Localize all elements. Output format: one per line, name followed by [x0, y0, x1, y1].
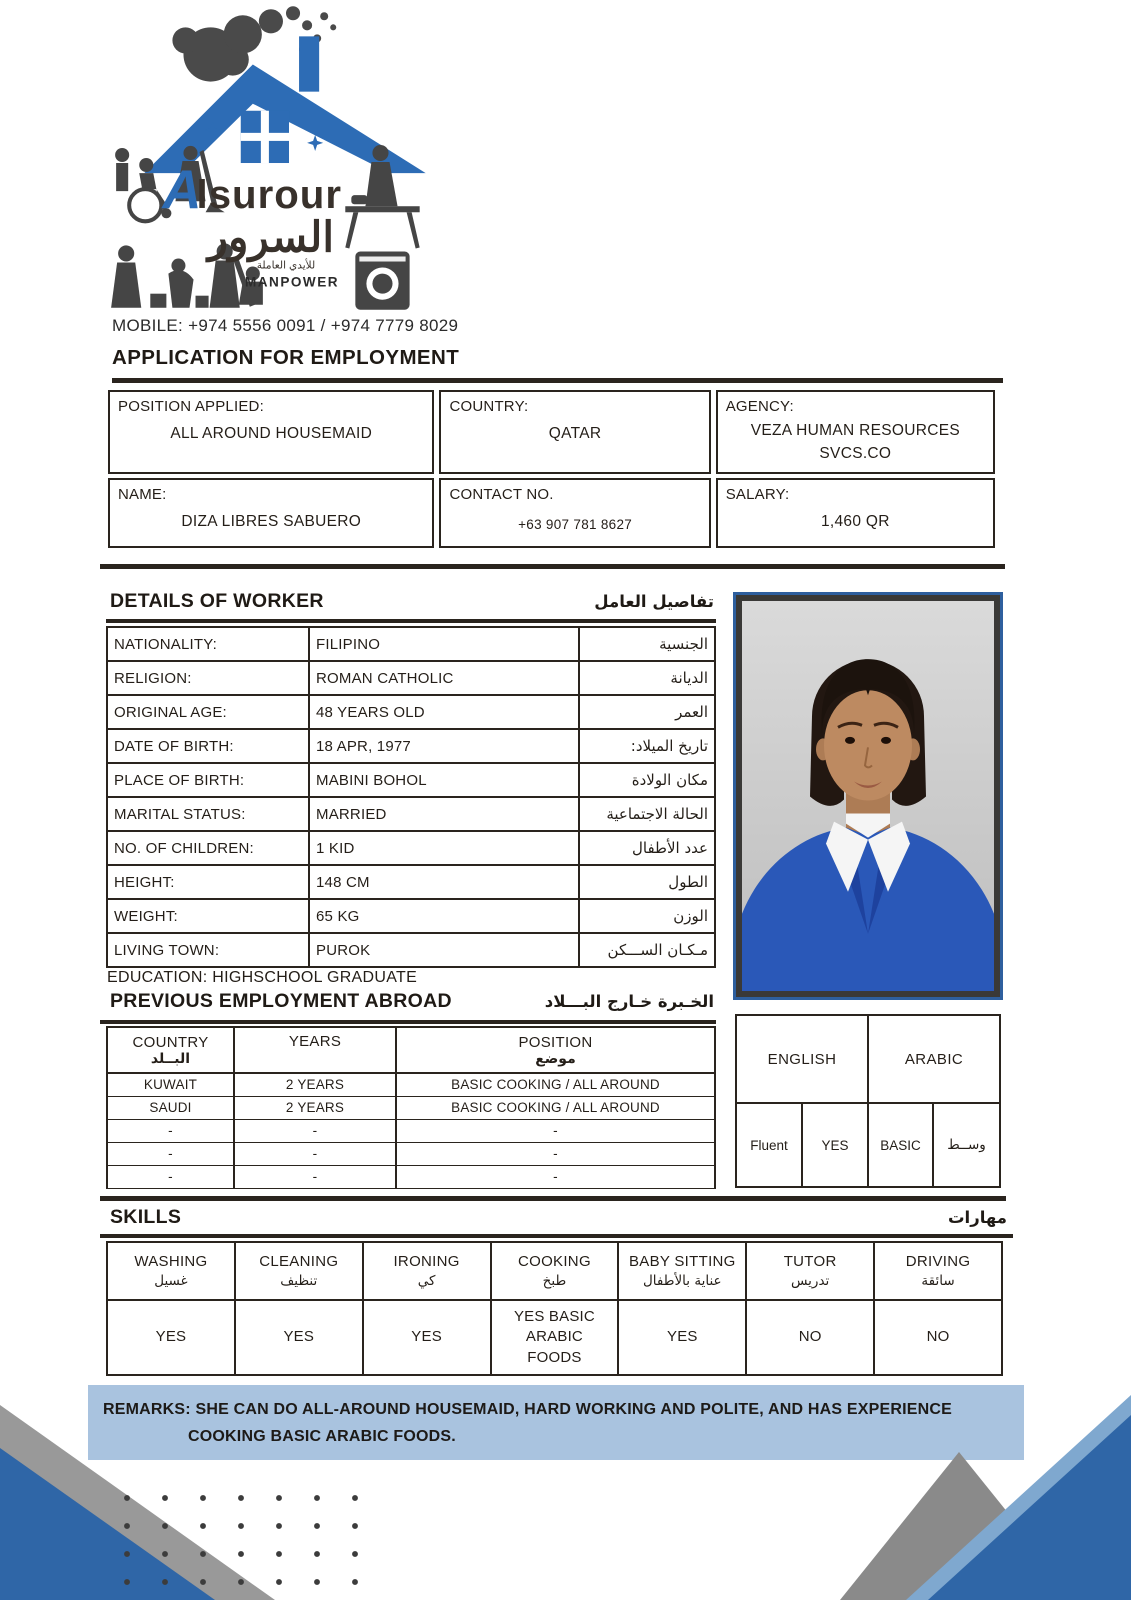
- skills-title: SKILLS: [110, 1206, 182, 1228]
- detail-value: MABINI BOHOL: [309, 763, 579, 797]
- detail-label: LIVING TOWN:: [107, 933, 309, 967]
- detail-arabic: عدد الأطفال: [579, 831, 715, 865]
- details-row: [107, 695, 715, 729]
- skill-value: YES: [363, 1300, 491, 1375]
- skill-label: IRONING: [393, 1253, 460, 1270]
- skills-section-header: [110, 1206, 1007, 1229]
- employment-underline: [100, 1020, 716, 1024]
- employment-years: -: [234, 1142, 396, 1165]
- skill-header: [491, 1242, 619, 1300]
- detail-arabic: مـكـان الســـكن: [579, 933, 715, 967]
- employment-row: [107, 1165, 715, 1188]
- details-title: DETAILS OF WORKER: [110, 590, 324, 612]
- brand-tagline-arabic: للأيدي العاملة: [256, 259, 316, 272]
- detail-label: MARITAL STATUS:: [107, 797, 309, 831]
- skill-label: TUTOR: [783, 1253, 837, 1270]
- english-header: ENGLISH: [736, 1015, 868, 1103]
- employment-country: KUWAIT: [107, 1073, 234, 1096]
- employment-years: -: [234, 1119, 396, 1142]
- salary-label: SALARY:: [725, 485, 790, 503]
- contact-label: CONTACT NO.: [449, 485, 554, 503]
- detail-arabic: الوزن: [579, 899, 715, 933]
- employment-years: 2 YEARS: [234, 1073, 396, 1096]
- skill-label: CLEANING: [259, 1253, 339, 1270]
- employment-country: SAUDI: [107, 1096, 234, 1119]
- detail-value: 48 YEARS OLD: [309, 695, 579, 729]
- arabic-value: وســط: [933, 1103, 1000, 1187]
- details-row: [107, 729, 715, 763]
- brand-name-arabic: السرور: [207, 213, 335, 261]
- skill-value: YES BASIC ARABIC FOODS: [491, 1300, 619, 1375]
- skill-header: [235, 1242, 363, 1300]
- detail-label: NATIONALITY:: [107, 627, 309, 661]
- title-underline: [112, 378, 1003, 383]
- previous-employment-table: [106, 1026, 716, 1189]
- detail-label: HEIGHT:: [107, 865, 309, 899]
- name-label: NAME:: [118, 485, 167, 503]
- details-title-arabic: تفاصيل العامل: [594, 592, 714, 611]
- detail-value: FILIPINO: [309, 627, 579, 661]
- arabic-header: ARABIC: [868, 1015, 1000, 1103]
- section-divider: [100, 564, 1005, 569]
- employment-years: 2 YEARS: [234, 1096, 396, 1119]
- name-value: DIZA LIBRES SABUERO: [181, 512, 362, 530]
- position-applied-label: POSITION APPLIED:: [118, 398, 264, 415]
- details-row: [107, 661, 715, 695]
- detail-value: PUROK: [309, 933, 579, 967]
- worker-details-table: [106, 626, 716, 968]
- skill-header: [618, 1242, 746, 1300]
- skill-value: NO: [746, 1300, 874, 1375]
- languages-table: [735, 1014, 1001, 1188]
- skill-value: YES: [235, 1300, 363, 1375]
- position-applied-value: ALL AROUND HOUSEMAID: [170, 425, 373, 442]
- employment-country: -: [107, 1142, 234, 1165]
- details-row: [107, 899, 715, 933]
- years-header-label: YEARS: [288, 1033, 342, 1050]
- detail-value: ROMAN CATHOLIC: [309, 661, 579, 695]
- details-underline: [106, 619, 716, 623]
- salary-value: 1,460 QR: [820, 512, 890, 530]
- skills-title-arabic: مهارات: [947, 1208, 1007, 1227]
- detail-value: 65 KG: [309, 899, 579, 933]
- detail-label: ORIGINAL AGE:: [107, 695, 309, 729]
- section-divider: [100, 1196, 1006, 1201]
- detail-arabic: العمر: [579, 695, 715, 729]
- details-row: [107, 797, 715, 831]
- employment-years-header: [234, 1027, 396, 1073]
- employment-position: -: [396, 1119, 715, 1142]
- skill-header: [107, 1242, 235, 1300]
- skill-label: WASHING: [134, 1253, 208, 1270]
- employment-row: [107, 1073, 715, 1096]
- english-level: Fluent: [736, 1103, 802, 1187]
- employment-position: -: [396, 1142, 715, 1165]
- detail-label: PLACE OF BIRTH:: [107, 763, 309, 797]
- employment-title: PREVIOUS EMPLOYMENT ABROAD: [110, 990, 452, 1012]
- detail-arabic: الحالة الاجتماعية: [579, 797, 715, 831]
- employment-row: [107, 1096, 715, 1119]
- dot-grid: [102, 1480, 388, 1598]
- detail-arabic: مكان الولادة: [579, 763, 715, 797]
- details-row: [107, 865, 715, 899]
- english-value: YES: [802, 1103, 868, 1187]
- skill-arabic: عناية بالأطفال: [642, 1273, 722, 1289]
- employment-country: -: [107, 1165, 234, 1188]
- skill-label: DRIVING: [905, 1253, 971, 1270]
- agency-label: AGENCY:: [725, 398, 794, 415]
- skill-arabic: تدريس: [790, 1273, 830, 1289]
- position-header-arabic: موضع: [535, 1050, 576, 1067]
- skills-value-row: [107, 1300, 1002, 1375]
- details-row: [107, 763, 715, 797]
- application-row-2: [108, 478, 995, 548]
- page-title: APPLICATION FOR EMPLOYMENT: [112, 346, 460, 369]
- agency-logo: [92, 4, 484, 316]
- detail-arabic: الديانة: [579, 661, 715, 695]
- detail-value: 1 KID: [309, 831, 579, 865]
- skill-value: YES: [107, 1300, 235, 1375]
- position-header-label: POSITION: [518, 1033, 593, 1051]
- country-value: QATAR: [548, 425, 602, 442]
- employment-position: BASIC COOKING / ALL AROUND: [396, 1073, 715, 1096]
- employment-position-header: [396, 1027, 715, 1073]
- brand-initial: A: [162, 159, 202, 221]
- skills-table: [106, 1241, 1003, 1376]
- detail-arabic: تاريخ الميلاد:: [579, 729, 715, 763]
- detail-arabic: الجنسية: [579, 627, 715, 661]
- detail-value: 148 CM: [309, 865, 579, 899]
- country-header-arabic: البــلد: [150, 1050, 191, 1067]
- skills-header-row: [107, 1242, 1002, 1300]
- skill-header: [363, 1242, 491, 1300]
- skill-value: YES: [618, 1300, 746, 1375]
- employment-position: BASIC COOKING / ALL AROUND: [396, 1096, 715, 1119]
- remarks-banner: REMARKS: SHE CAN DO ALL-AROUND HOUSEMAID, HARD WORKING AND POLITE, AND HAS EXPERIENCE COOKING BASIC ARABIC FOODS.: [88, 1385, 1024, 1460]
- skill-arabic: طبخ: [542, 1273, 567, 1289]
- skill-arabic: كي: [417, 1273, 436, 1289]
- skill-arabic: سائقة: [921, 1273, 955, 1289]
- employment-header-row: [107, 1027, 715, 1073]
- employment-country: -: [107, 1119, 234, 1142]
- employment-position: -: [396, 1165, 715, 1188]
- details-section-header: [110, 590, 714, 613]
- details-row: [107, 933, 715, 967]
- detail-label: DATE OF BIRTH:: [107, 729, 309, 763]
- agency-cell: [716, 390, 995, 474]
- employment-years: -: [234, 1165, 396, 1188]
- details-row: [107, 627, 715, 661]
- employment-row: [107, 1142, 715, 1165]
- arabic-level: BASIC: [868, 1103, 933, 1187]
- worker-photo: [742, 601, 994, 991]
- detail-value: 18 APR, 1977: [309, 729, 579, 763]
- employment-title-arabic: الخـبرة خـارج البـــلاد: [544, 992, 714, 1011]
- agency-value: VEZA HUMAN RESOURCES SVCS.CO: [750, 422, 960, 463]
- contact-value: +63 907 781 8627: [518, 516, 633, 532]
- languages-value-row: [736, 1103, 1000, 1187]
- employment-section-header: [110, 990, 714, 1013]
- brand-type-label: MANPOWER: [244, 274, 340, 290]
- skills-underline: [100, 1234, 1013, 1238]
- application-row-1: [108, 390, 995, 474]
- detail-label: WEIGHT:: [107, 899, 309, 933]
- employment-country-header: [107, 1027, 234, 1073]
- application-summary-table: [103, 386, 1000, 552]
- salary-cell: [716, 478, 995, 548]
- skill-header: [874, 1242, 1002, 1300]
- country-label: COUNTRY:: [449, 398, 529, 415]
- name-cell: [108, 478, 434, 548]
- country-cell: [439, 390, 710, 474]
- details-row: [107, 831, 715, 865]
- detail-arabic: الطول: [579, 865, 715, 899]
- country-header-label: COUNTRY: [132, 1033, 209, 1051]
- languages-header-row: [736, 1015, 1000, 1103]
- employment-row: [107, 1119, 715, 1142]
- skill-value: NO: [874, 1300, 1002, 1375]
- skill-label: COOKING: [517, 1253, 591, 1270]
- detail-value: MARRIED: [309, 797, 579, 831]
- contact-cell: [439, 478, 710, 548]
- education-line: EDUCATION: HIGHSCHOOL GRADUATE: [107, 969, 418, 986]
- detail-label: RELIGION:: [107, 661, 309, 695]
- worker-photo-frame: [733, 592, 1003, 1000]
- position-applied-cell: [108, 390, 434, 474]
- detail-label: NO. OF CHILDREN:: [107, 831, 309, 865]
- skill-header: [746, 1242, 874, 1300]
- skill-arabic: تنظيف: [280, 1273, 318, 1289]
- skill-label: BABY SITTING: [628, 1253, 736, 1270]
- brand-name: lsurour: [196, 172, 343, 218]
- worker-photo-frame-inner: [736, 595, 1000, 997]
- skill-arabic: غسيل: [154, 1273, 188, 1289]
- mobile-contact-line: MOBILE: +974 5556 0091 / +974 7779 8029: [112, 316, 459, 335]
